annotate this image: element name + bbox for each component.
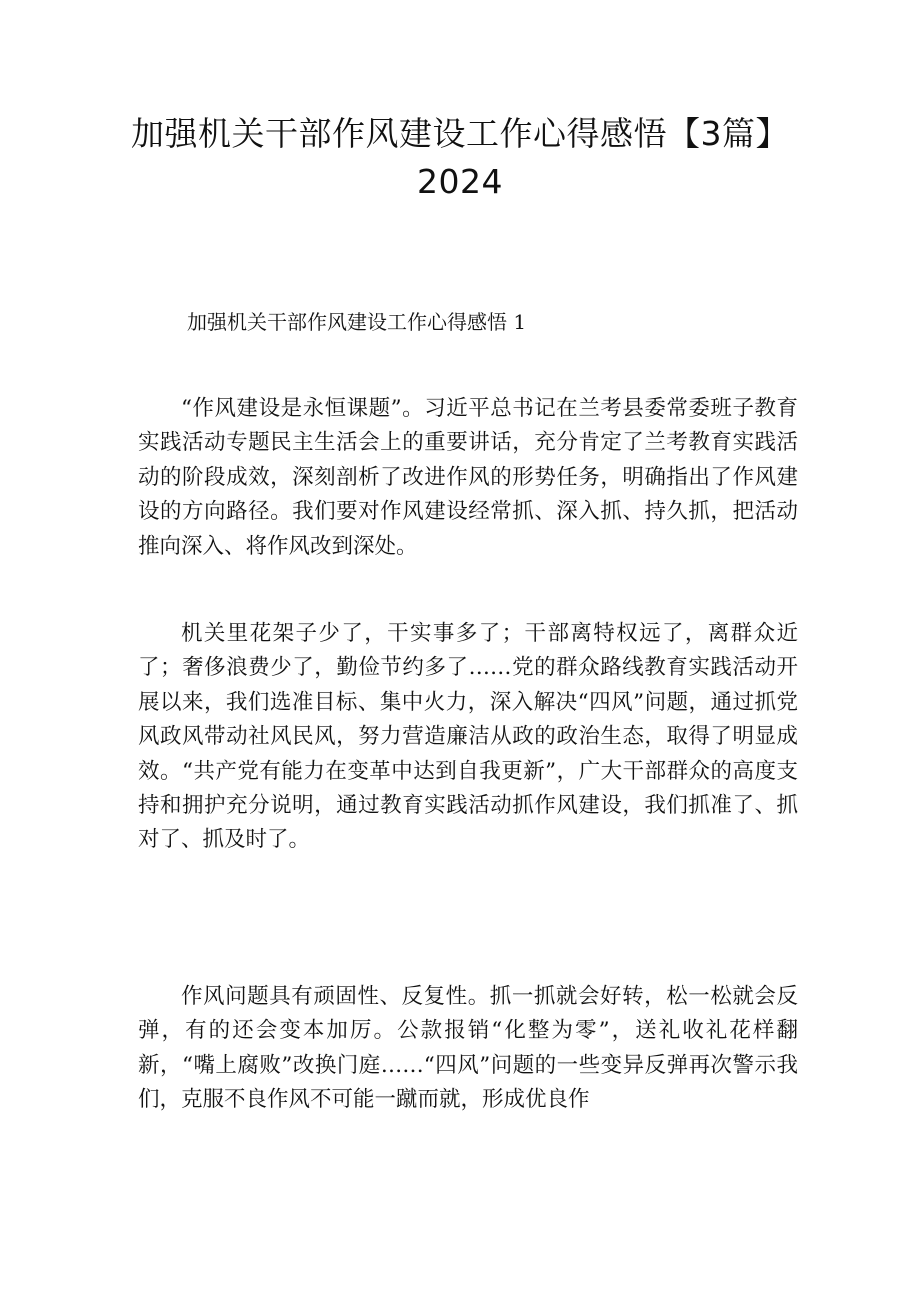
paragraph-1: “作风建设是永恒课题”。习近平总书记在兰考县委常委班子教育实践活动专题民主生活会上的重要讲话，充分肯定了兰考教育实践活动的阶段成效，深刻剖析了改进作风的形势任务，明确指出了作风建设的方向路径。我们要对作风建设经常抓、深入抓、持久抓，把活动推向深入、将作风改到深处。 bbox=[138, 396, 798, 559]
paragraph-3: 作风问题具有顽固性、反复性。抓一抓就会好转，松一松就会反弹，有的还会变本加厉。公款报销“化整为零”，送礼收礼花样翻新，“嘴上腐败”改换门庭……“四风”问题的一些变异反弹再次警示我们，克服不良作风不可能一蹴而就，形成优良作 bbox=[138, 984, 798, 1113]
document-title-line-2: 2024 bbox=[417, 162, 503, 201]
section-heading: 加强机关干部作风建设工作心得感悟 1 bbox=[187, 310, 527, 334]
paragraph-2: 机关里花架子少了，干实事多了；干部离特权远了，离群众近了；奢侈浪费少了，勤俭节约多了……党的群众路线教育实践活动开展以来，我们选准目标、集中火力，深入解决“四风”问题，通过抓党风政风带动社风民风，努力营造廉洁从政的政治生态，取得了明显成效。“共产党有能力在变革中达到自我更新”，广大干部群众的高度支持和拥护充分说明，通过教育实践活动抓作风建设，我们抓准了、抓对了、抓及时了。 bbox=[138, 621, 798, 853]
document-title bbox=[100, 110, 820, 206]
document-title-line-1: 加强机关干部作风建设工作心得感悟【3篇】 bbox=[131, 114, 789, 153]
